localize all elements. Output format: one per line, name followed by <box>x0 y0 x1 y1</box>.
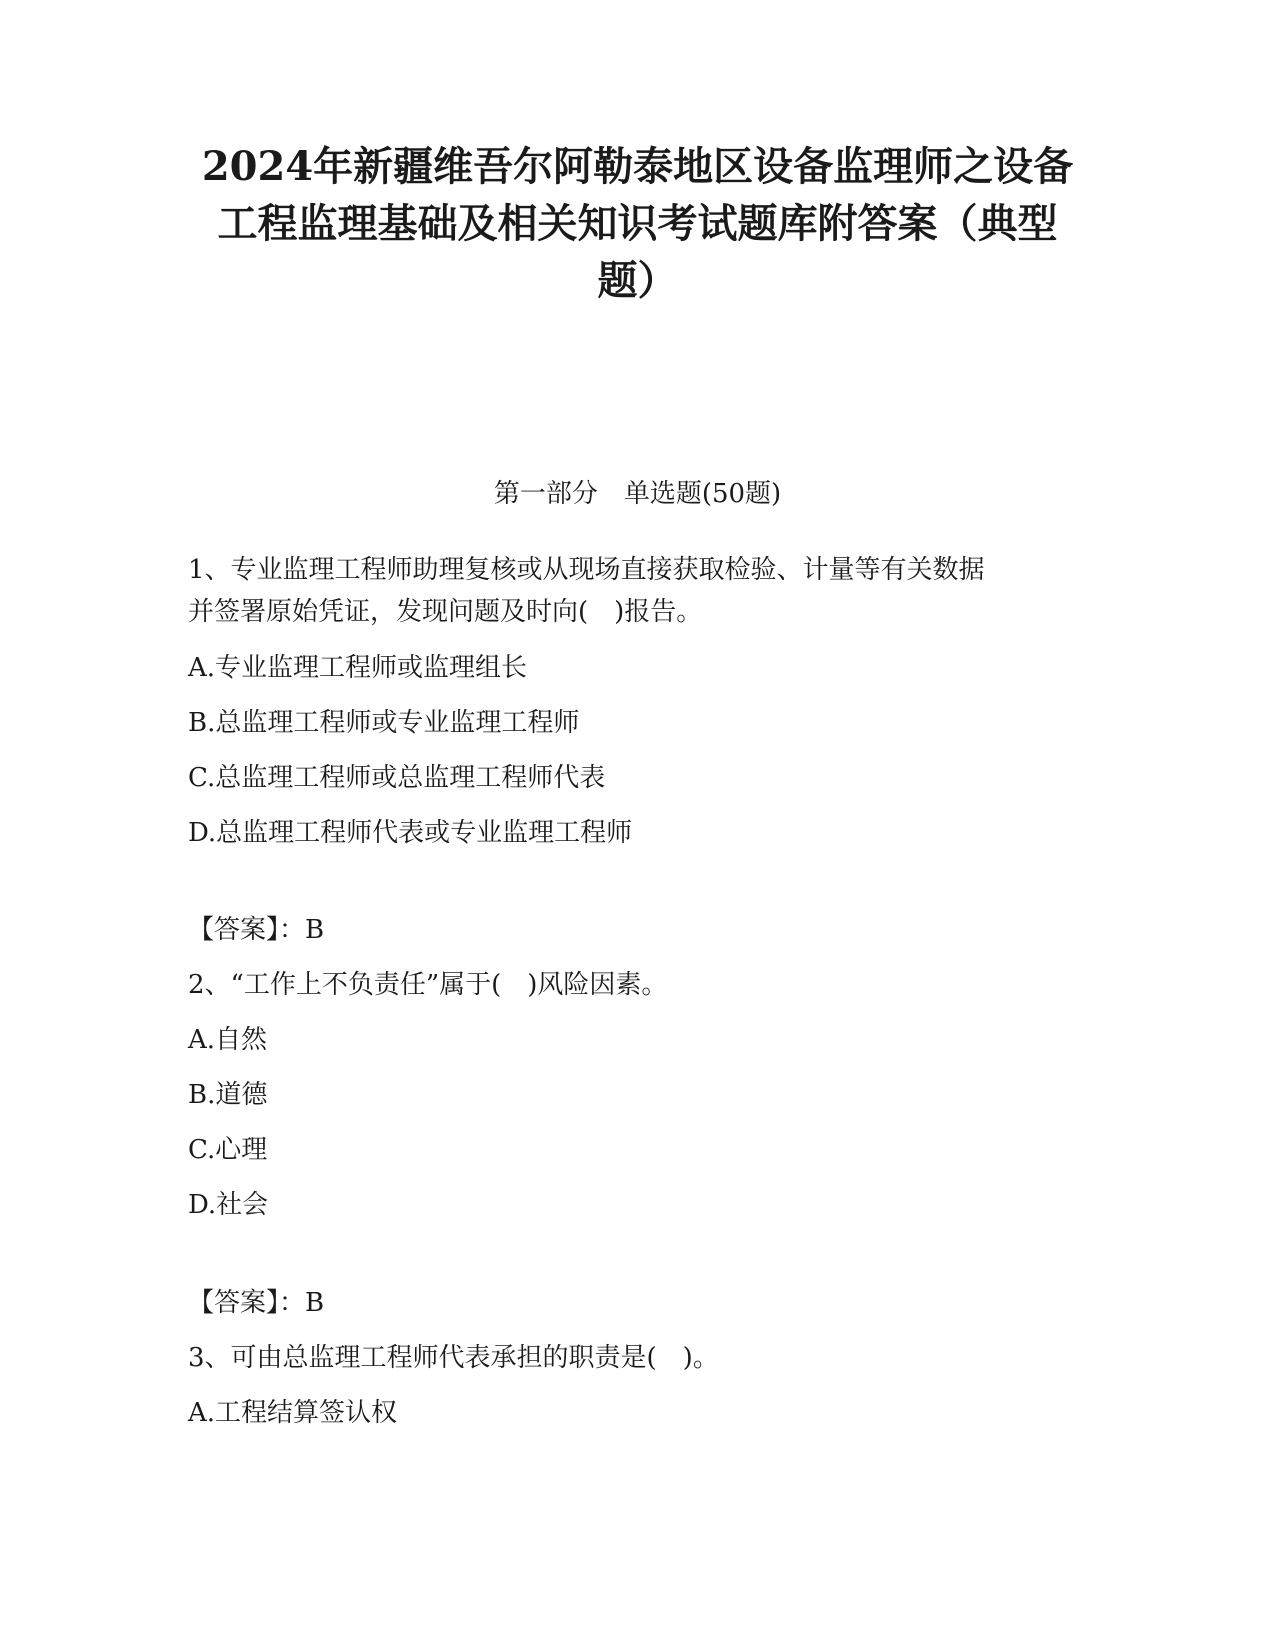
question-1-option-b: B.总监理工程师或专业监理工程师 <box>188 708 580 738</box>
question-3-option-a: A.工程结算签认权 <box>188 1398 398 1428</box>
question-2-answer: 【答案】：B <box>188 1288 325 1318</box>
question-1-stem: 并签署原始凭证，发现问题及时向( )报告。 <box>188 597 703 627</box>
title-line: 题） <box>597 257 678 304</box>
question-1-option-c: C.总监理工程师或总监理工程师代表 <box>188 763 606 793</box>
question-1-option-d: D.总监理工程师代表或专业监理工程师 <box>188 818 633 848</box>
section-heading: 第一部分 单选题(50题) <box>493 479 782 509</box>
question-3-stem: 3、可由总监理工程师代表承担的职责是( )。 <box>188 1343 719 1373</box>
question-2-option-d: D.社会 <box>188 1190 269 1220</box>
question-2-option-b: B.道德 <box>188 1080 268 1110</box>
document-title <box>170 138 1105 309</box>
question-2-option-a: A.自然 <box>188 1025 268 1055</box>
question-2-stem: 2、“工作上不负责任”属于( )风险因素。 <box>188 970 668 1000</box>
question-1-stem: 1、专业监理工程师助理复核或从现场直接获取检验、计量等有关数据 <box>188 555 985 585</box>
title-line: 工程监理基础及相关知识考试题库附答案（典型 <box>217 200 1058 247</box>
title-line: 2024年新疆维吾尔阿勒泰地区设备监理师之设备 <box>201 143 1074 190</box>
question-1-option-a: A.专业监理工程师或监理组长 <box>188 653 528 683</box>
question-1-answer: 【答案】：B <box>188 915 325 945</box>
question-2-option-c: C.心理 <box>188 1135 268 1165</box>
